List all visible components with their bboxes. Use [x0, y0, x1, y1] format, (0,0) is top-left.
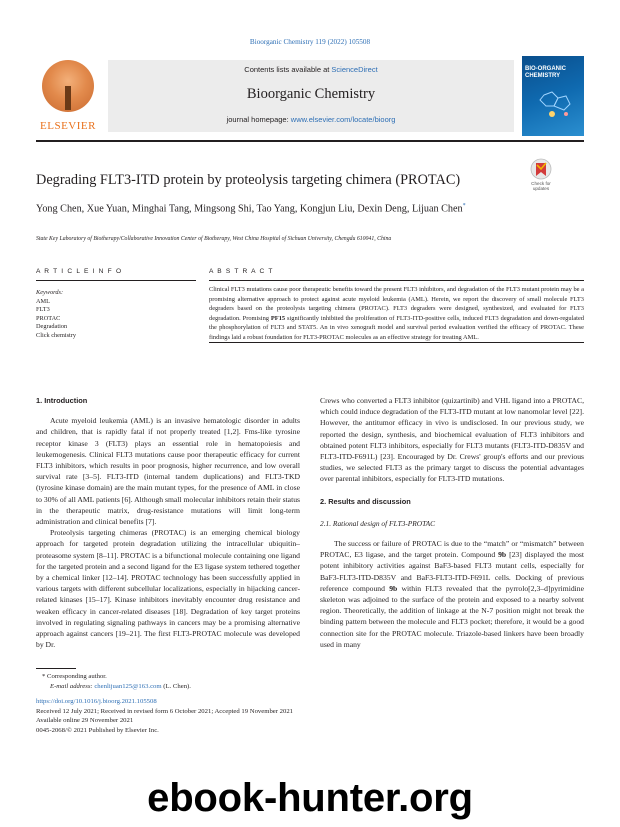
author-list	[36, 199, 536, 216]
keywords-block	[36, 289, 196, 340]
cover-title: BIO-ORGANIC CHEMISTRY	[525, 66, 566, 79]
right-paragraph-2	[320, 538, 584, 650]
introduction-heading: 1. Introduction	[36, 396, 88, 405]
email-line	[42, 682, 582, 692]
journal-info-box	[108, 60, 514, 132]
tree-trunk-icon	[65, 86, 71, 110]
keywords-label: Keywords:	[36, 289, 64, 296]
elsevier-logo	[36, 60, 100, 132]
results-heading: 2. Results and discussion	[320, 496, 411, 506]
intro-paragraph-2: Proteolysis targeting chimeras (PROTAC) is an emerging chemical biology approach for targeted protein degradation utilizing the intracellular ubiquitin–proteasome system [8–11]. PROTAC is a bifunctional molecule containing one ligand for the targeted protein and a second ligand for the E3 ligase system tethered together by a chemical linker [12–14]. PROTAC technology has been successfully applied in various targets with different subcellular localizations, especially in hijacking cancer-related kinases [15–17]. Kinase inhibitors inevitably encounter drug resistance and weaken efficacy in cancer-related diseases [18]. Degradation of key target proteins involved in regulating signaling pathways in cancers may be a promising alternative approach against cancers [19–21]. The first FLT3-PROTAC molecule was developed by Dr.	[36, 528, 300, 650]
email-link[interactable]: chenlijuan125@163.com	[94, 683, 162, 690]
keyword: AML	[36, 297, 50, 305]
article-info-label: A R T I C L E I N F O	[36, 268, 123, 275]
right-column	[320, 395, 584, 650]
molecule-icon	[534, 90, 574, 120]
corresponding-author-note: * Corresponding author.	[42, 673, 107, 680]
intro-paragraph-1: Acute myeloid leukemia (AML) is an invasive hematologic disorder in adults and children, that is rapidly fatal if not properly treated [1,2]. Fms-like tyrosine receptor kinase 3 (FLT3) plays an essential role in hematopoiesis and leukemogenesis. Clinical FLT3 mutations cause poor therapeutic efficacy for current FLT3 inhibitors, which results in poor prognosis, higher recurrence, and low overall survival rate [3–5]. FLT3-ITD (internal tandem duplications) and FLT3-TKD (tyrosine kinase domain) are the main mutant types, for the presence of AML in close to 30% of all AML patients [6]. Although small molecular inhibitors retain their status in the therapeutic matrix, drug-resistance mutations will limit long-term administration and clinical benefits [7].	[36, 416, 300, 527]
abstract-rule	[209, 280, 584, 281]
right-paragraph-1: Crews who converted a FLT3 inhibitor (quizartinib) and VHL ligand into a PROTAC, which could induce degradation of the FLT3-ITD mutant at low nanomolar level [22]. However, the antitumor efficacy in vivo is undisclosed. In our previous study, we reported the design, synthesis, and biochemical evaluation of FLT3 inhibitors and obtained potent FLT3 inhibitors, especially for FLT3 mutants (FLT3-ITD-D835V and FLT3-ITD-F691L) [23]. Encouraged by Dr. Crews' group's efforts and our previous studies, we selected FLT3 as the primary target to discuss the potential advantages over parental inhibitors, especially for FLT3-ITD mutations.	[320, 396, 584, 484]
doi-link[interactable]: https://doi.org/10.1016/j.bioorg.2021.105508	[36, 698, 157, 705]
affiliation: State Key Laboratory of Biotherapy/Collaborative Innovation Center of Biotherapy, West China Hospital of Sichuan University, Chengdu 610041, China	[36, 236, 392, 242]
footnote-rule	[36, 668, 76, 669]
abstract-part-2: significantly inhibited the proliferation of FLT3-ITD-positive cells, induced FLT3 degradation and down-regulated the phosphorylation of FLT3 and STAT5. An in vivo xenograft model and survival period evaluation verified the efficacy of PROTAC. These findings laid a robust foundation for FLT3-PROTAC molecules as an effective strategy for treating AML.	[209, 314, 584, 341]
email-suffix: (L. Chen).	[161, 683, 191, 690]
keyword: Click chemistry	[36, 331, 77, 339]
contents-line	[108, 65, 514, 74]
p2-part-b: [23] displayed the most potent inhibitory activities against BaF3-based FLT3 mutant cells, especially for BaF3-FLT3-ITD-D835V and BaF3-FLT3-ITD-F691L cells. Docking of previous reference compound	[320, 550, 584, 593]
p2-part-a: The success or failure of PROTAC is due to the “match” or “mismatch” between PROTAC, E3 ligase, and the target protein. Compound	[320, 539, 584, 560]
abstract-part-1: Clinical FLT3 mutations cause poor therapeutic benefits toward the present FLT3 inhibitors, and degradation of the FLT3 mutant protein may be a promising alternative approach to protect against acute myeloid leukemia (AML). Herein, we report the discovery of small molecule FLT3 degraders based on the proteolysis targeting chimera (PROTAC). FLT3 degraders were designed, synthesized, and evaluated for FLT3 degradation. Promising	[209, 286, 584, 322]
check-for-updates-badge[interactable]	[523, 158, 559, 194]
corresponding-mark[interactable]: *	[462, 203, 466, 209]
article-history	[36, 697, 584, 735]
check-for-updates-label: Check for updates	[531, 181, 551, 191]
contents-prefix: Contents lists available at	[244, 65, 332, 74]
compound-9b: 9b	[498, 550, 507, 560]
keyword: Degradation	[36, 323, 68, 330]
footnote	[42, 672, 582, 692]
homepage-link[interactable]: www.elsevier.com/locate/bioorg	[290, 115, 396, 124]
left-column	[36, 395, 300, 650]
article-info-rule	[36, 280, 196, 281]
article-title: Degrading FLT3-ITD protein by proteolysis targeting chimera (PROTAC)	[36, 172, 461, 188]
available-online: Available online 29 November 2021	[36, 717, 134, 725]
received-dates: Received 12 July 2021; Received in revised form 6 October 2021; Accepted 19 November 2021	[36, 707, 294, 715]
watermark: ebook-hunter.org	[147, 776, 473, 820]
abstract-bottom-rule	[209, 342, 584, 343]
p2-part-c: within FLT3 revealed that the pyrrolo[2,3–d]pyrimidine skeleton was adjoined to the surface of the protein and exposed to a nearby solvent region. Theoretically, the addition of linkage at the N-7 position might not break the binding pattern between the molecule and FLT3 pocket; therefore, it would be a good connection site for the PROTAC molecule. Triazole-based linkers have been broadly used in many	[320, 583, 584, 649]
email-label: E-mail address:	[50, 683, 95, 690]
homepage-prefix: journal homepage:	[226, 115, 291, 124]
abstract-label: A B S T R A C T	[209, 268, 274, 275]
compound-label: PF15	[270, 314, 286, 322]
rational-design-subheading: 2.1. Rational design of FLT3-PROTAC	[320, 518, 436, 528]
journal-masthead	[36, 56, 584, 138]
masthead-rule	[36, 140, 584, 142]
bookmark-icon	[523, 158, 559, 182]
journal-title: Bioorganic Chemistry	[246, 86, 376, 102]
compound-9b: 9b	[389, 583, 398, 593]
keyword: FLT3	[36, 306, 50, 313]
abstract-text	[209, 285, 584, 342]
homepage-line	[108, 115, 514, 124]
keyword: PROTAC	[36, 314, 61, 322]
publisher-wordmark: ELSEVIER	[40, 120, 96, 132]
journal-cover-image	[522, 56, 584, 136]
header-citation[interactable]: Bioorganic Chemistry 119 (2022) 105508	[249, 38, 371, 46]
copyright-line: 0045-2068/© 2021 Published by Elsevier Inc.	[36, 726, 159, 734]
authors-text: Yong Chen, Xue Yuan, Minghai Tang, Mingsong Shi, Tao Yang, Kongjun Liu, Dexin Deng, Lijuan Chen	[36, 203, 463, 215]
sciencedirect-link[interactable]: ScienceDirect	[331, 65, 378, 74]
